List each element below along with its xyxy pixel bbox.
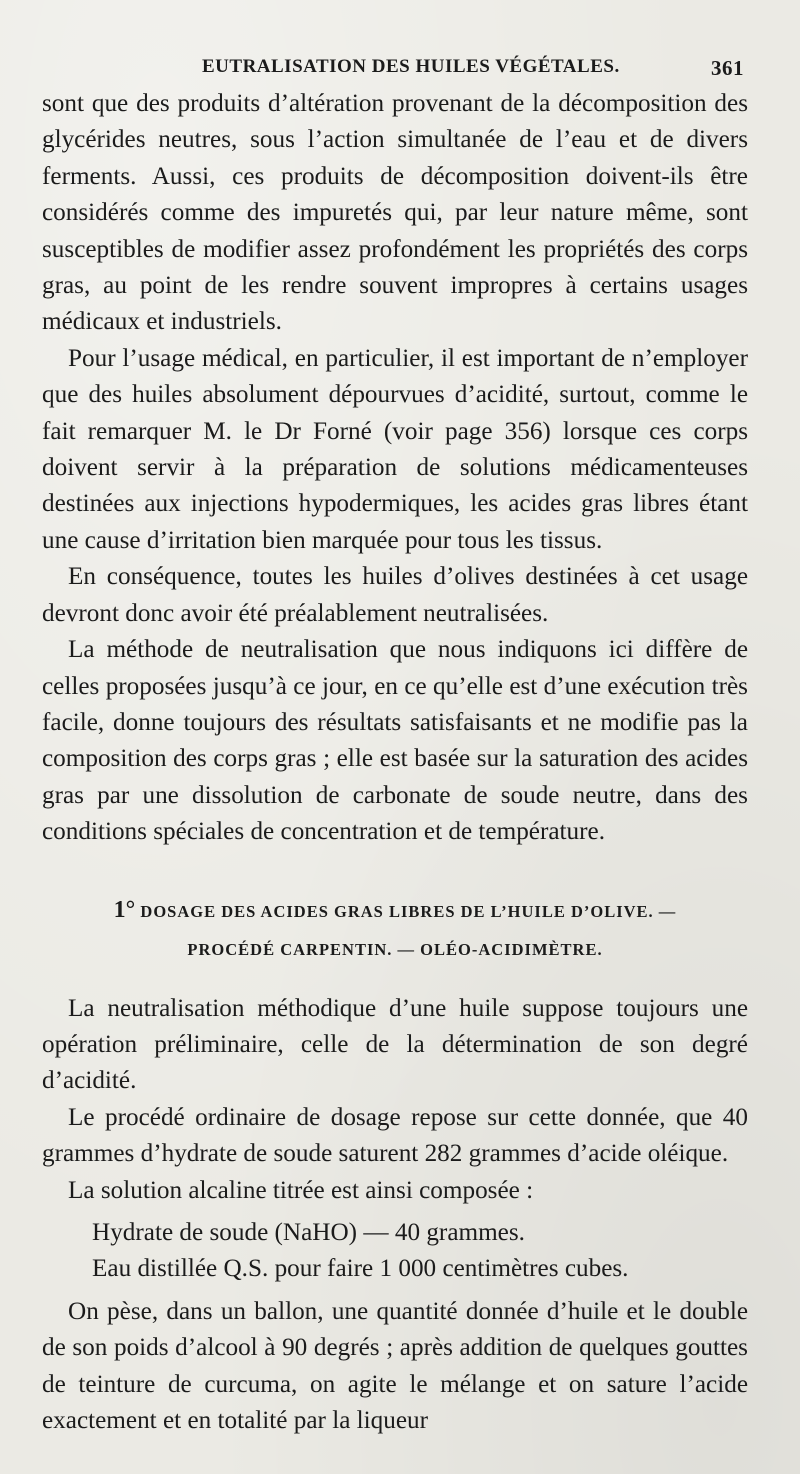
paragraph-continuation: sont que des produits d’altération provenant de la décomposition des glycérides neutres, sous l’action simultanée de l’eau et de divers ferments. Aussi, ces produits de décomposition doivent-ils être considérés comme des impuretés qui, par leur nature même, sont susceptibles de modifier assez profondément les propriétés des corps gras, au point de les rendre souvent impropres à certains usages médicaux et industriels. bbox=[42, 90, 748, 336]
section-title-line-1: DOSAGE DES ACIDES GRAS LIBRES DE L’HUILE D’OLIVE. — bbox=[140, 901, 677, 921]
paragraph-consequence: En conséquence, toutes les huiles d’olives destinées à cet usage devront donc avoir été préalablement neutralisées. bbox=[42, 563, 748, 627]
section-number: 1° bbox=[113, 896, 136, 923]
paragraph-solution: La solution alcaline titrée est ainsi composée : bbox=[68, 1176, 534, 1204]
running-head bbox=[42, 0, 748, 86]
section-heading bbox=[42, 891, 748, 969]
paragraph-weighing: On pèse, dans un ballon, une quantité donnée d’huile et le double de son poids d’alcool à 90 degrés ; après addition de quelques gouttes de teinture de curcuma, on agite le mélange et on sature l’acide exactement et en totalité par la liqueur bbox=[42, 1297, 748, 1434]
section-title-line-2: PROCÉDÉ CARPENTIN. — OLÉO-ACIDIMÈTRE. bbox=[187, 939, 603, 959]
paragraph-neutralisation: La neutralisation méthodique d’une huile suppose toujours une opération préliminaire, celle de la détermination de son degré d’acidité. bbox=[42, 994, 748, 1095]
paragraph-dosage: Le procédé ordinaire de dosage repose sur cette donnée, que 40 grammes d’hydrate de soude saturent 282 grammes d’acide oléique. bbox=[42, 1103, 748, 1168]
page-number: 361 bbox=[711, 56, 744, 80]
running-title: EUTRALISATION DES HUILES VÉGÉTALES. bbox=[202, 56, 620, 77]
formula-line-hydrate: Hydrate de soude (NaHO) — 40 grammes. bbox=[92, 1218, 525, 1246]
paragraph-medical-use: Pour l’usage médical, en particulier, il est important de n’employer que des huiles absolument dépourvues d’acidité, surtout, comme le fait remarquer M. le Dr Forné (voir page 356) lorsque ces corps doivent servir à la préparation de solutions médicamenteuses destinées aux injections hypodermiques, les acides gras libres étant une cause d’irritation bien marquée pour tous les tissus. bbox=[42, 344, 748, 554]
formula-line-water: Eau distillée Q.S. pour faire 1 000 centimètres cubes. bbox=[92, 1255, 629, 1283]
paragraph-method: La méthode de neutralisation que nous indiquons ici diffère de celles proposées jusqu’à ce jour, en ce qu’elle est d’une exécution très facile, donne toujours des résultats satisfaisants et ne modifie pas la composition des corps gras ; elle est basée sur la saturation des acides gras par une dissolution de carbonate de soude neutre, dans des conditions spéciales de concentration et de température. bbox=[42, 636, 748, 846]
